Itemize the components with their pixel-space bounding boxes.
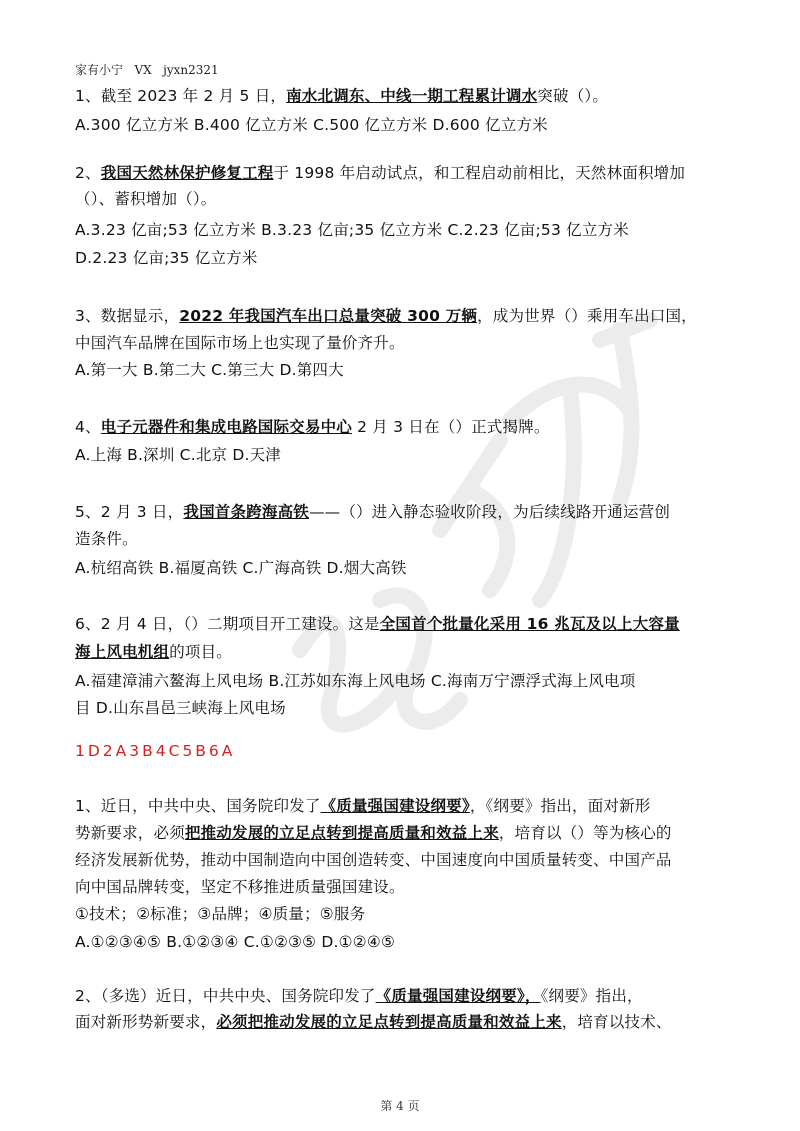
q7-items: ①技术；②标准；③品牌；④质量；⑤服务 bbox=[75, 905, 366, 923]
q3-stem: 3、数据显示，2022 年我国汽车出口总量突破 300 万辆，成为世界（）乘用车出口国， bbox=[75, 307, 697, 325]
q4-options: A.上海 B.深圳 C.北京 D.天津 bbox=[75, 446, 282, 464]
q6-stem: 6、2 月 4 日，（）二期项目开工建设。这是全国首个批量化采用 16 兆瓦及以上大容量 bbox=[75, 615, 680, 633]
q2-options-2: D.2.23 亿亩;35 亿立方米 bbox=[75, 249, 258, 267]
q2-options-1: A.3.23 亿亩;53 亿立方米 B.3.23 亿亩;35 亿立方米 C.2.23 亿亩;53 亿立方米 bbox=[75, 221, 629, 239]
q7-options: A.①②③④⑤ B.①②③④ C.①②③⑤ D.①②④⑤ bbox=[75, 933, 396, 951]
q5-options: A.杭绍高铁 B.福厦高铁 C.广海高铁 D.烟大高铁 bbox=[75, 559, 407, 577]
q6-options-1: A.福建漳浦六鳌海上风电场 B.江苏如东海上风电场 C.海南万宁漂浮式海上风电项 bbox=[75, 672, 636, 690]
q3-stem-line2: 中国汽车品牌在国际市场上也实现了量价齐升。 bbox=[75, 334, 405, 352]
q2-stem: 2、我国天然林保护修复工程于 1998 年启动试点，和工程启动前相比，天然林面积增加 bbox=[75, 164, 686, 182]
q1-stem: 1、截至 2023 年 2 月 5 日，南水北调东、中线一期工程累计调水突破（）。 bbox=[75, 87, 609, 105]
q7-stem-line2: 势新要求，必须把推动发展的立足点转到提高质量和效益上来，培育以（）等为核心的 bbox=[75, 824, 672, 842]
q7-stem-line3: 经济发展新优势，推动中国制造向中国创造转变、中国速度向中国质量转变、中国产品 bbox=[75, 851, 672, 869]
q4-stem: 4、电子元器件和集成电路国际交易中心 2 月 3 日在（）正式揭牌。 bbox=[75, 418, 550, 436]
q5-stem: 5、2 月 3 日，我国首条跨海高铁——（）进入静态验收阶段，为后续线路开通运营创 bbox=[75, 503, 671, 521]
q8-stem-line2: 面对新形势新要求，必须把推动发展的立足点转到提高质量和效益上来，培育以技术、 bbox=[75, 1013, 672, 1031]
q8-stem: 2、（多选）近日，中共中央、国务院印发了《质量强国建设纲要》，《纲要》指出， bbox=[75, 987, 643, 1005]
q6-stem-line2: 海上风电机组的项目。 bbox=[75, 643, 233, 661]
page-header: 家有小宁 VX jyxn2321 bbox=[75, 63, 219, 77]
answer-key: 1D2A3B4C5B6A bbox=[75, 742, 236, 760]
q1-options: A.300 亿立方米 B.400 亿立方米 C.500 亿立方米 D.600 亿立方米 bbox=[75, 116, 548, 134]
q2-stem-line2: （）、蓄积增加（）。 bbox=[75, 190, 217, 208]
q7-stem: 1、近日，中共中央、国务院印发了《质量强国建设纲要》，《纲要》指出，面对新形 bbox=[75, 797, 651, 815]
q6-options-2: 目 D.山东昌邑三峡海上风电场 bbox=[75, 699, 286, 717]
q5-stem-line2: 造条件。 bbox=[75, 530, 138, 548]
page-footer: 第 4 页 bbox=[380, 1099, 420, 1113]
q7-stem-line4: 向中国品牌转变，坚定不移推进质量强国建设。 bbox=[75, 878, 405, 896]
q3-options: A.第一大 B.第二大 C.第三大 D.第四大 bbox=[75, 361, 344, 379]
